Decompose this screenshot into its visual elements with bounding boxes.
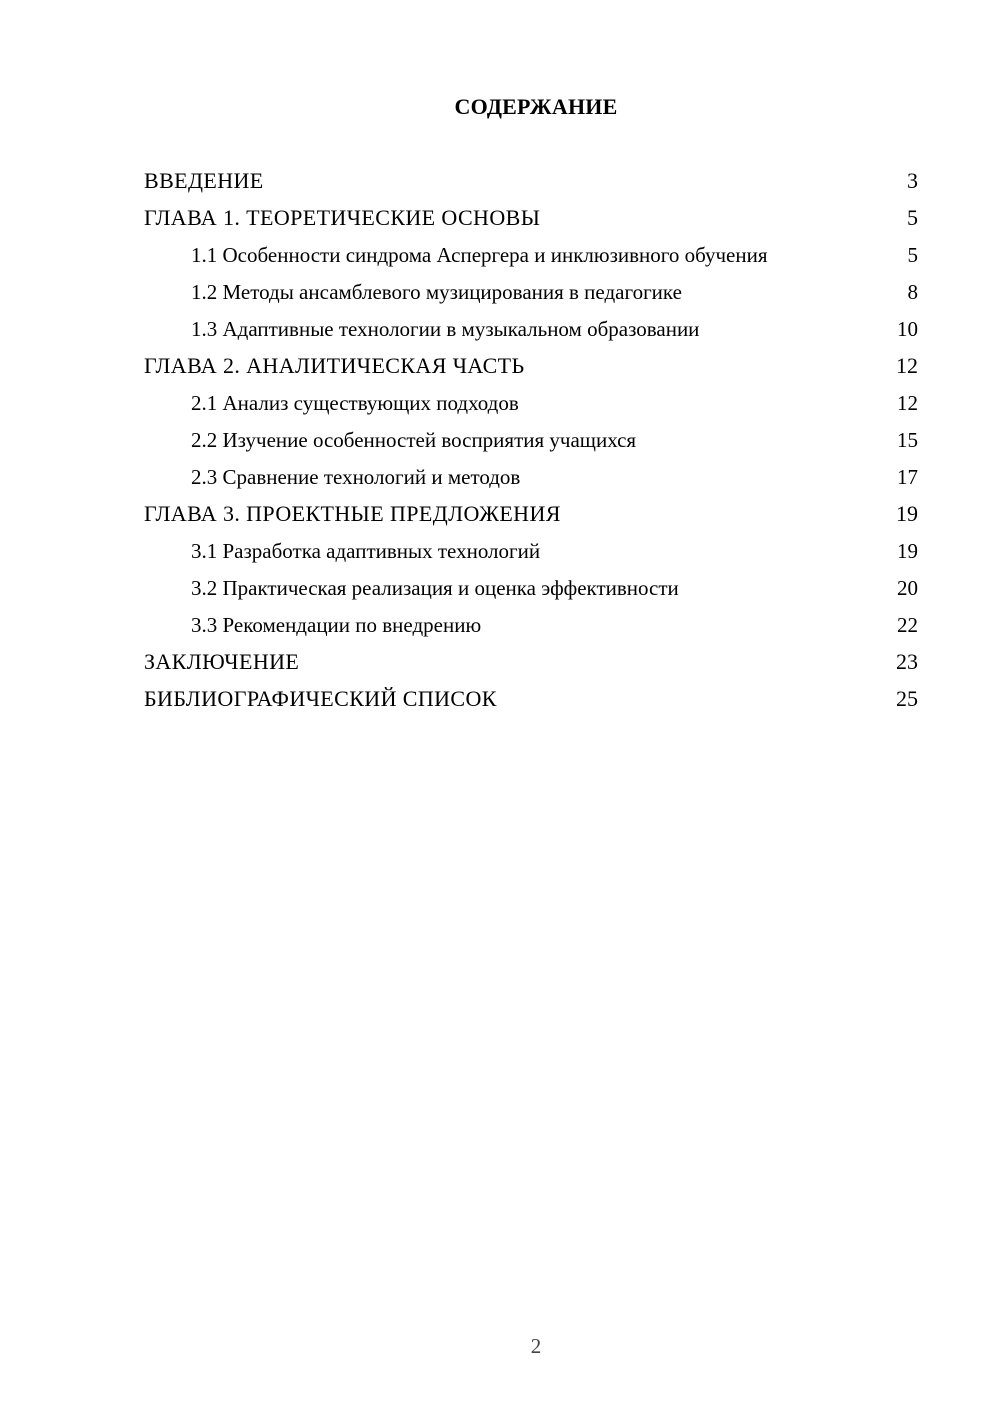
- toc-entry-section-1-2[interactable]: [144, 279, 918, 305]
- toc-entry-section-3-1[interactable]: [144, 538, 918, 564]
- toc-entry-page: 5: [907, 243, 918, 267]
- toc-entry-label: 3.2 Практическая реализация и оценка эффективности: [191, 576, 679, 600]
- toc-entry-bibliography[interactable]: [144, 686, 918, 712]
- toc-entry-section-3-2[interactable]: [144, 575, 918, 601]
- toc-entry-section-2-3[interactable]: [144, 464, 918, 490]
- toc-entry-label: 1.1 Особенности синдрома Аспергера и инклюзивного обучения: [191, 243, 768, 267]
- toc-entry-label: ГЛАВА 1. ТЕОРЕТИЧЕСКИЕ ОСНОВЫ: [144, 205, 541, 230]
- toc-title: СОДЕРЖАНИЕ: [454, 94, 618, 119]
- toc-entry-label: 3.3 Рекомендации по внедрению: [191, 613, 482, 637]
- toc-entry-chapter-1[interactable]: [144, 205, 918, 231]
- toc-entry-section-2-2[interactable]: [144, 427, 918, 453]
- toc-entry-page: 15: [897, 428, 918, 452]
- toc-entry-label: 1.3 Адаптивные технологии в музыкальном образовании: [191, 317, 700, 341]
- toc-entry-section-2-1[interactable]: [144, 390, 918, 416]
- toc-entry-label: 2.3 Сравнение технологий и методов: [191, 465, 521, 489]
- toc-entry-page: 8: [907, 280, 918, 304]
- toc-entry-label: ЗАКЛЮЧЕНИЕ: [144, 649, 300, 674]
- page-number: 2: [530, 1334, 542, 1358]
- toc-entry-chapter-2[interactable]: [144, 353, 918, 379]
- toc-entry-label: ГЛАВА 2. АНАЛИТИЧЕСКАЯ ЧАСТЬ: [144, 353, 525, 378]
- toc-entry-page: 23: [896, 649, 918, 674]
- toc-entry-page: 3: [907, 168, 918, 193]
- toc-entry-page: 12: [896, 353, 918, 378]
- toc-entry-page: 20: [897, 576, 918, 600]
- toc-entry-page: 17: [897, 465, 918, 489]
- toc-entry-section-1-1[interactable]: [144, 242, 918, 268]
- toc-entry-page: 19: [896, 501, 918, 526]
- toc-entry-page: 5: [907, 205, 918, 230]
- toc-entry-label: 2.1 Анализ существующих подходов: [191, 391, 519, 415]
- toc-entry-label: ВВЕДЕНИЕ: [144, 168, 264, 193]
- toc-entry-chapter-3[interactable]: [144, 501, 918, 527]
- toc-entry-section-1-3[interactable]: [144, 316, 918, 342]
- toc-entry-conclusion[interactable]: [144, 649, 918, 675]
- toc-entry-page: 10: [897, 317, 918, 341]
- toc-entry-page: 19: [897, 539, 918, 563]
- toc-entry-label: БИБЛИОГРАФИЧЕСКИЙ СПИСОК: [144, 686, 497, 711]
- toc-entry-page: 22: [897, 613, 918, 637]
- table-of-contents: [144, 168, 918, 723]
- toc-entry-label: 2.2 Изучение особенностей восприятия учащихся: [191, 428, 637, 452]
- toc-entry-label: 3.1 Разработка адаптивных технологий: [191, 539, 541, 563]
- toc-entry-section-3-3[interactable]: [144, 612, 918, 638]
- toc-entry-label: 1.2 Методы ансамблевого музицирования в педагогике: [191, 280, 682, 304]
- toc-entry-page: 25: [896, 686, 918, 711]
- toc-entry-introduction[interactable]: [144, 168, 918, 194]
- toc-entry-page: 12: [897, 391, 918, 415]
- toc-entry-label: ГЛАВА 3. ПРОЕКТНЫЕ ПРЕДЛОЖЕНИЯ: [144, 501, 561, 526]
